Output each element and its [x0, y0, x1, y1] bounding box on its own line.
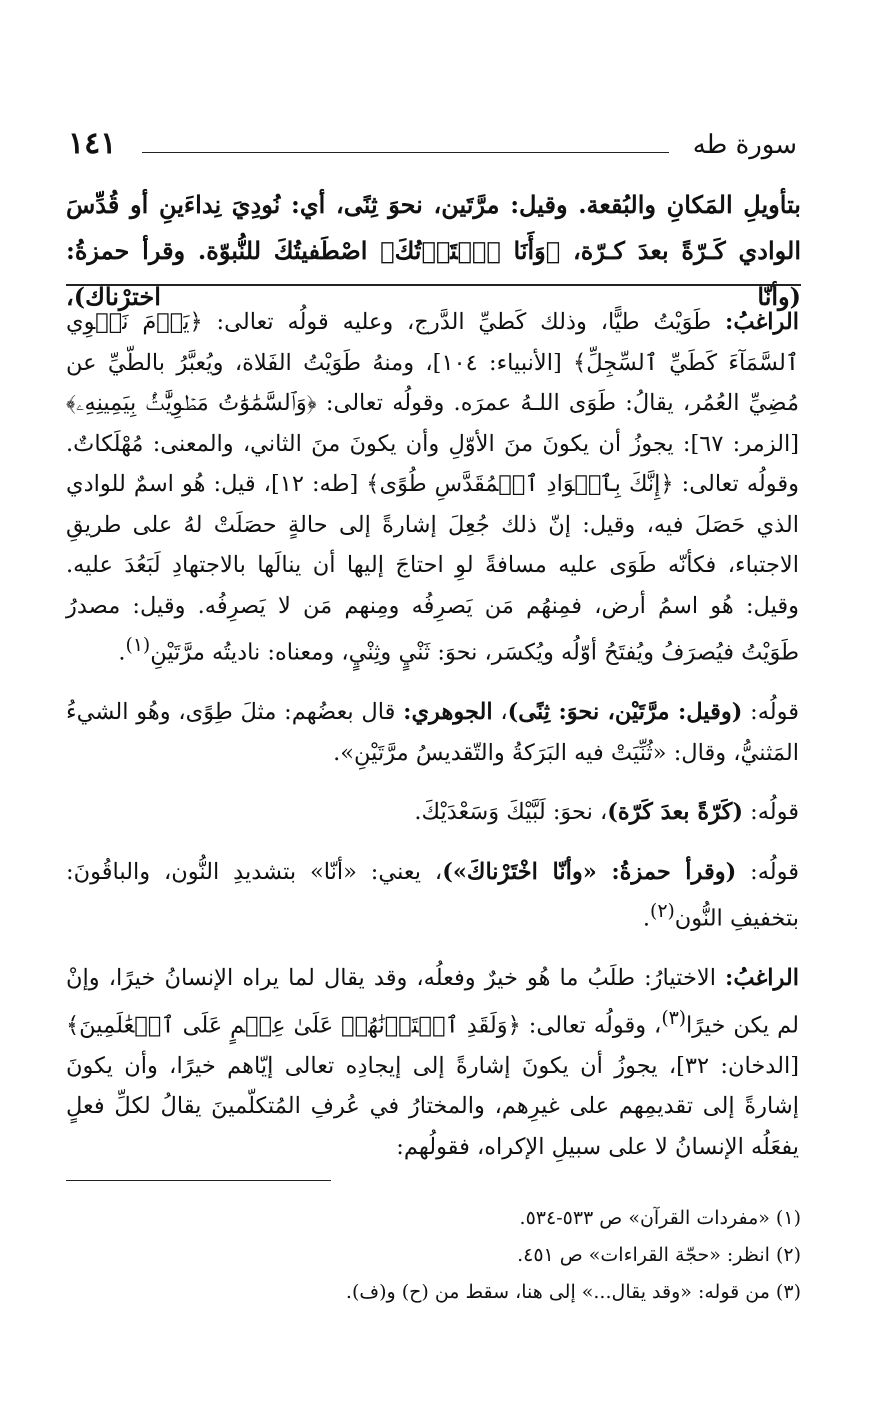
- source-name: الراغبُ:: [725, 965, 799, 991]
- punctuation: .: [642, 905, 651, 932]
- paragraph-lead: قولُه:: [742, 699, 799, 725]
- commentary-paragraph: [66, 692, 799, 773]
- source-name: الراغبُ:: [725, 309, 799, 335]
- commentary: [66, 302, 799, 1186]
- footnote-ref[interactable]: (٣): [661, 1007, 687, 1029]
- commentary-paragraph: [66, 302, 799, 673]
- lemma: (كَرّةً بعدَ كَرّة): [607, 799, 743, 825]
- paragraph-text: الاختيارُ: طلَبُ ما هُو خيرٌ وفعلُه، وقد يقال لما يراه الإنسانُ خيرًا، وإنْ لم يكن خيرًا: [66, 965, 799, 1038]
- lemma: (وقيل: مرَّتَيْن، نحوَ: ثِنًى): [507, 699, 743, 725]
- paragraph-text: ، يعني: «أنّا» بتشديدِ النُّون، والباقُونَ: بتخفيفِ النُّون: [66, 858, 799, 932]
- main-text: بتأويلِ المَكانِ والبُقعة. وقيل: مرَّتَين، نحوَ ثِنًى، أي: نُودِيَ نِداءَينِ أو قُدِّسَ الوادي كَـرّةً بعدَ كـرّة، ﴿وَأَنَا ٱخۡتَرۡتُكَ﴾ اصْطَفيتُكَ للنُّبوّة. وقرأ حمزةُ: (وأنّا اخترْناك)،: [66, 190, 801, 311]
- section-separator: [66, 284, 801, 286]
- page-header: [68, 126, 797, 166]
- footnote-3: (٣) من قوله: «وقد يقال...» إلى هنا، سقط من (ح) و(ف).: [345, 1281, 801, 1303]
- lemma: (وقرأ حمزةُ: «وأنّا اخْتَرْناكَ»): [442, 858, 737, 885]
- footnote-2: (٢) انظر: «حجّة القراءات» ص ٤٥١.: [517, 1244, 801, 1266]
- punctuation: ،: [492, 699, 508, 725]
- footnote-rule: [66, 1180, 331, 1181]
- commentary-paragraph: [66, 852, 799, 940]
- paragraph-text: قال بعضُهم: مثلَ طِوًى، وهُو الشيءُ المَثنيُّ، وقال: «ثُنِّيَتْ فيه البَرَكةُ والتّقديسُ مرَّتَيْنِ».: [66, 699, 799, 766]
- footnote-1: (١) «مفردات القرآن» ص ٥٣٣-٥٣٤.: [519, 1207, 801, 1229]
- source-name: الجوهري:: [403, 699, 493, 725]
- paragraph-lead: قولُه:: [736, 858, 800, 885]
- footnote-ref[interactable]: (١): [125, 635, 151, 656]
- surah-title: سورة طه: [692, 130, 797, 160]
- paragraph-lead: قولُه:: [742, 799, 799, 825]
- paragraph-text: طَوَيْتُ طيًّا، وذلك كَطيِّ الدَّرج، وعليه قولُه تعالى: ﴿يَوۡمَ نَطۡوِي ٱلسَّمَآءَ كَطَيِّ ٱلسِّجِلِّ﴾ [الأنبياء: ١٠٤]، ومنهُ طَوَيْتُ الفَلاة، ويُعبَّرُ بالطّيِّ عن مُضِيِّ العُمُر، يقالُ: طَوَى اللـهُ عمرَه. وقولُه تعالى: ﴿وَٱلسَّمَٰوَٰتُ مَطۡوِيَّٰتُۢ بِيَمِينِهِۦ﴾ [الزمر: ٦٧]: يجوزُ أن يكونَ منَ الأوّلِ وأن يكونَ منَ الثاني، والمعنى: مُهْلَكاتٌ. وقولُه تعالى: ﴿إِنَّكَ بِٱلۡوَادِ ٱلۡمُقَدَّسِ طُوًى﴾ [طه: ١٢]، قيل: هُو اسمٌ للوادي الذي حَصَلَ فيه، وقيل: إنّ ذلك جُعِلَ إشارةً إلى حالةٍ حصَلَتْ لهُ على طريقِ الاجتباء، فكأنّه طَوَى عليه مسافةً لوِ احتاجَ إليها أن ينالَها بالاجتهادِ لَبَعُدَ عليه. وقيل: هُو اسمُ أرض، فمِنهُم مَن يَصرِفُه ومِنهم مَن لا يَصرِفُه. وقيل: مصدرُ طَوَيْتُ فيُصرَفُ ويُفتَحُ أوّلُه ويُكسَر، نحوَ: ثَنْيٍ وثِنْيٍ، ومعناه: ناديتُه مرَّتَيْنِ: [66, 309, 800, 666]
- header-rule: [142, 152, 669, 153]
- footnote-ref[interactable]: (٢): [650, 901, 675, 922]
- footnotes: [66, 1200, 801, 1311]
- punctuation: .: [118, 639, 126, 666]
- page-number: ١٤١: [68, 126, 117, 161]
- commentary-paragraph: [66, 792, 799, 833]
- paragraph-text: ، نحوَ: لَبَّيْكَ وَسَعْدَيْكَ.: [414, 799, 608, 825]
- commentary-paragraph: [66, 958, 799, 1167]
- paragraph-text: ، وقولُه تعالى: ﴿وَلَقَدِ ٱخۡتَرۡنَٰهُمۡ عَلَىٰ عِلۡمٍ عَلَى ٱلۡعَٰلَمِينَ﴾ [الدخان: ٣٢]، يجوزُ أن يكونَ إشارةً إلى إيجادِه تعالى إيّاهم خيرًا، وأن يكونَ إشارةً إلى تقديمِهم على غيرِهم، والمختارُ في عُرفِ المُتكلّمينَ يقالُ لكلِّ فعلٍ يفعَلُه الإنسانُ لا على سبيلِ الإكراه، فقولُهم:: [66, 1012, 799, 1160]
